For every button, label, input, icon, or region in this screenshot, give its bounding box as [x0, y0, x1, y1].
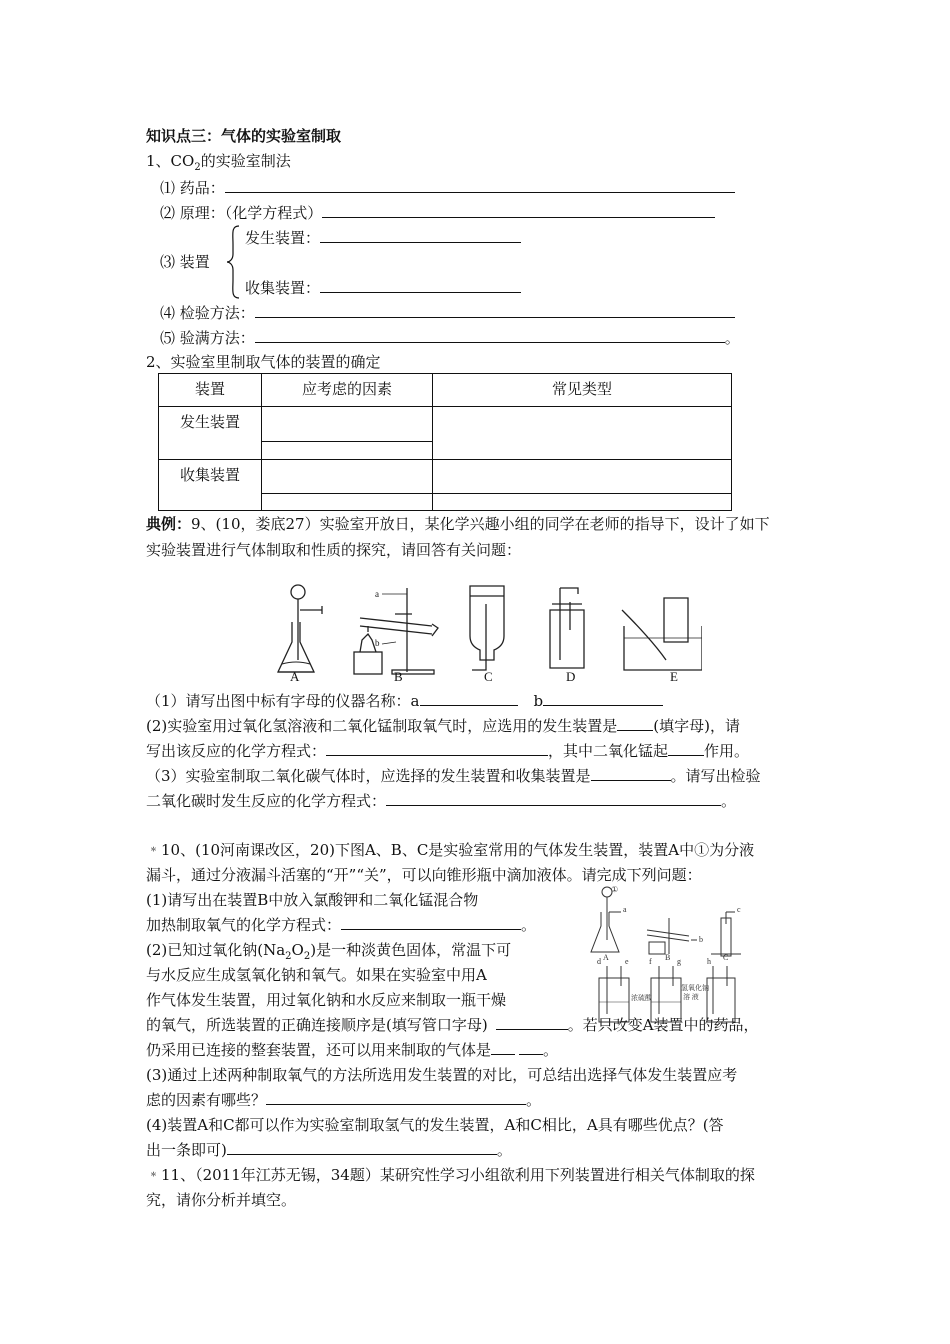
- ex9-p1: （1）请写出图中标有字母的仪器名称：a b: [146, 691, 663, 711]
- answer-blank[interactable]: [420, 691, 518, 706]
- fig-mark-b: b: [375, 638, 380, 648]
- ex9-p2a: (2)实验室用过氧化氢溶液和二氧化锰制取氧气时，应选用的发生装置是 (填字母)，请: [146, 717, 740, 735]
- ex9-p2b: 写出该反应的化学方程式： ，其中二氧化锰起 作用。: [146, 742, 750, 760]
- answer-blank[interactable]: [591, 766, 671, 781]
- table-row-label: 发生装置: [159, 407, 262, 460]
- answer-blank[interactable]: [341, 915, 521, 930]
- ex9-line1: 典例：9、(10，娄底27）实验室开放日，某化学兴趣小组的同学在老师的指导下，设计了如下: [146, 515, 770, 533]
- q1-col: 收集装置：: [245, 278, 521, 298]
- q1-principle: ⑵ 原理：（化学方程式）: [160, 203, 715, 223]
- fig10-mark-c: c: [737, 905, 741, 914]
- answer-blank[interactable]: [255, 303, 735, 318]
- answer-blank[interactable]: [491, 1040, 515, 1055]
- section-title: 知识点三：气体的实验室制取: [146, 127, 342, 145]
- ex10-line1: ﹡10、(10河南课改区，20)下图A、B、C是实验室常用的气体发生装置，装置A中①为分液: [146, 841, 755, 859]
- ex10-b3: 作气体发生装置，用过氧化钠和水反应来制取一瓶干燥: [146, 991, 507, 1009]
- fig-mark-a: a: [375, 589, 379, 599]
- fig10-mark-h: h: [707, 957, 711, 966]
- answer-blank[interactable]: [227, 1140, 497, 1155]
- q2-title: 2、实验室里制取气体的装置的确定: [146, 353, 381, 371]
- fig10-mark-g: g: [677, 957, 681, 966]
- ex10-c2: 虑的因素有哪些？ 。: [146, 1091, 542, 1109]
- fig10-mark-d: d: [597, 957, 601, 966]
- table-cell[interactable]: [433, 407, 732, 460]
- ex10-c1: (3)通过上述两种制取氧气的方法所选用发生装置的对比，可总结出选择气体发生装置应考: [146, 1066, 738, 1084]
- fig-label-a: A: [290, 669, 300, 682]
- table-cell[interactable]: [262, 460, 433, 494]
- q1-full: ⑸ 验满方法： 。: [160, 329, 740, 347]
- q1-gen: 发生装置：: [245, 228, 521, 248]
- fig10-mark-1: ①: [611, 885, 619, 894]
- fig-label-c: C: [484, 669, 493, 682]
- table-header: 应考虑的因素: [262, 374, 433, 407]
- q1-apparatus: ⑶ 装置: [160, 253, 210, 271]
- ex10-a2: 加热制取氧气的化学方程式： 。: [146, 916, 537, 934]
- fig10-label-a: A: [603, 953, 609, 962]
- fig-label-e: E: [670, 669, 678, 682]
- table-row-label: 收集装置: [159, 460, 262, 511]
- answer-blank[interactable]: [225, 178, 735, 193]
- ex10-line2: 漏斗，通过分液漏斗活塞的“开”“关”，可以向锥形瓶中滴加液体。请完成下列问题：: [146, 866, 702, 884]
- fig-label-d: D: [566, 669, 576, 682]
- gas-generator-figure: [585, 882, 755, 1030]
- ex9-p3b: 二氧化碳时发生反应的化学方程式： 。: [146, 792, 737, 810]
- fig10-mark-f: f: [649, 957, 652, 966]
- fig10-mark-e: e: [625, 957, 629, 966]
- table-cell[interactable]: [433, 494, 732, 511]
- answer-blank[interactable]: [326, 741, 548, 756]
- table-header: 装置: [159, 374, 262, 407]
- ex11-line2: 究，请你分析并填空。: [146, 1191, 297, 1209]
- answer-blank[interactable]: [519, 1040, 543, 1055]
- q1-drugs: ⑴ 药品：: [160, 178, 735, 198]
- answer-blank[interactable]: [496, 1015, 568, 1030]
- table-cell[interactable]: [262, 442, 433, 460]
- fig10-mark-b: b: [699, 935, 703, 944]
- fig-label-b: B: [394, 669, 403, 682]
- fig10-label-c: C: [723, 953, 729, 962]
- answer-blank[interactable]: [320, 278, 521, 293]
- brace-icon: [225, 224, 241, 300]
- ex10-a1: (1)请写出在装置B中放入氯酸钾和二氧化锰混合物: [146, 891, 479, 909]
- table-cell[interactable]: [262, 494, 433, 511]
- ex9-p3a: （3）实验室制取二氧化碳气体时，应选择的发生装置和收集装置是 。请写出检验: [146, 767, 761, 785]
- answer-blank[interactable]: [386, 791, 721, 806]
- lab-apparatus-figure: [272, 580, 702, 682]
- ex10-b4: 的氧气，所选装置的正确连接顺序是(填写管口字母) 。若只改变A装置中的药品，: [146, 1016, 759, 1034]
- ex10-b1: (2)已知过氧化钠$(Na_2O_2)$是一种淡黄色固体，常温下可: [146, 941, 512, 962]
- answer-blank[interactable]: [617, 716, 653, 731]
- ex10-d2: 出一条即可) 。: [146, 1141, 512, 1159]
- table-header: 常见类型: [433, 374, 732, 407]
- answer-blank[interactable]: [322, 203, 715, 218]
- answer-blank[interactable]: [266, 1090, 526, 1105]
- fig10-naoh1: 氢氧化钠: [681, 984, 709, 992]
- ex10-b5: 仍采用已连接的整套装置，还可以用来制取的气体是 。: [146, 1041, 559, 1059]
- ex10-d1: (4)装置A和C都可以作为实验室制取氢气的发生装置，A和C相比，A具有哪些优点？(答: [146, 1116, 724, 1134]
- ex10-b2: 与水反应生成氢氧化钠和氧气。如果在实验室中用A: [146, 966, 487, 984]
- apparatus-table: [158, 373, 732, 511]
- table-cell[interactable]: [262, 407, 433, 442]
- answer-blank[interactable]: [255, 328, 725, 343]
- fig10-acid: 浓硫酸: [631, 994, 652, 1002]
- table-cell[interactable]: [433, 460, 732, 494]
- q1-title: 1、$CO_2$的实验室制法: [146, 152, 291, 173]
- fig10-naoh2: 溶 液: [683, 993, 699, 1001]
- fig10-label-b: B: [665, 953, 671, 962]
- answer-blank[interactable]: [543, 691, 663, 706]
- answer-blank[interactable]: [320, 228, 521, 243]
- fig10-mark-a: a: [623, 905, 627, 914]
- q1-test: ⑷ 检验方法：: [160, 303, 735, 323]
- answer-blank[interactable]: [668, 741, 704, 756]
- ex9-line2: 实验装置进行气体制取和性质的探究，请回答有关问题：: [146, 541, 522, 559]
- ex11-line1: ﹡11、（2011年江苏无锡，34题）某研究性学习小组欲利用下列装置进行相关气体制取的探: [146, 1166, 755, 1184]
